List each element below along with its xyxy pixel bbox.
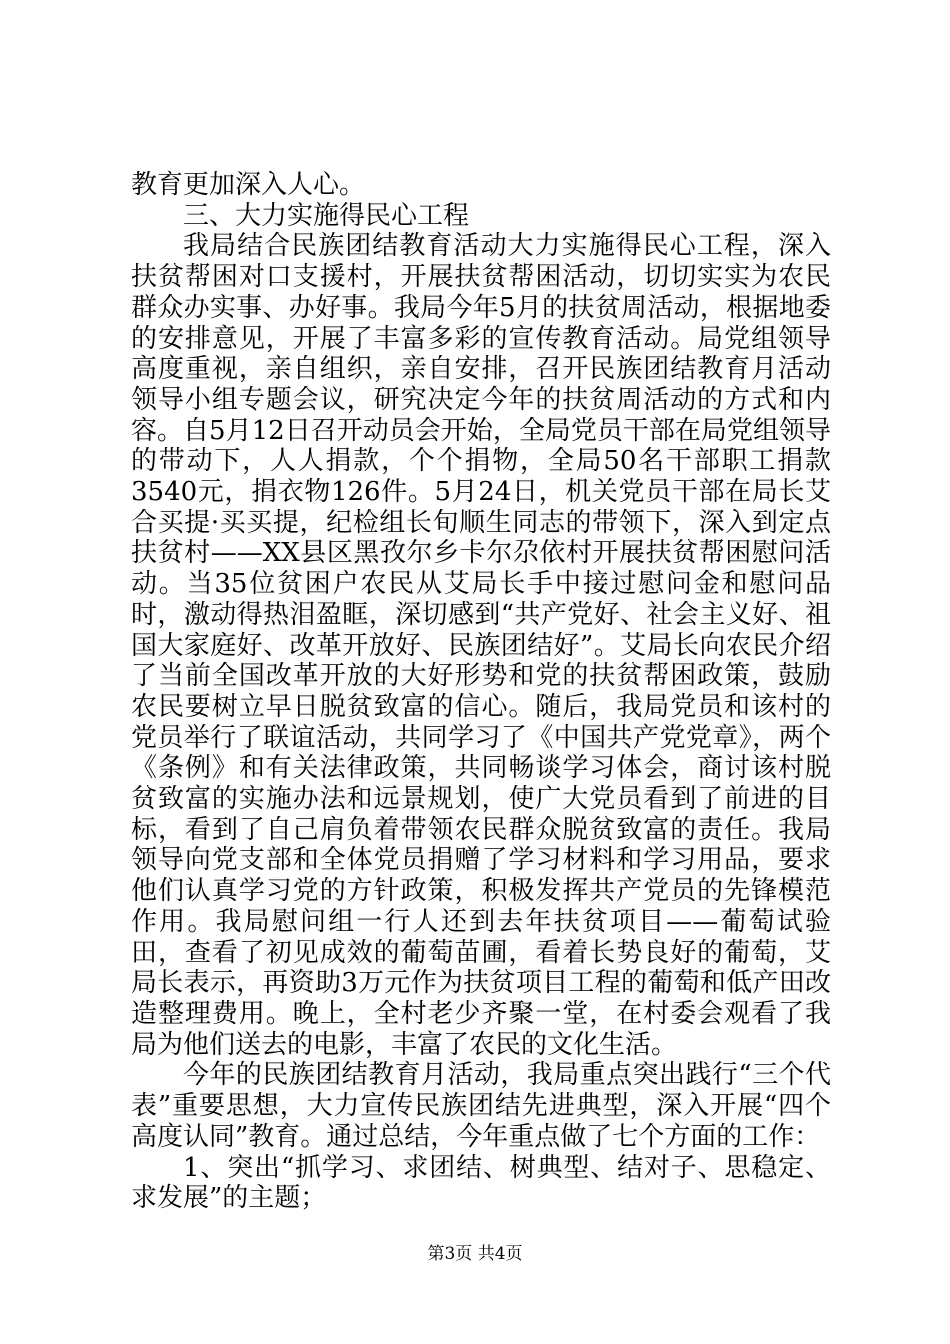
list-item-1: 1、突出“抓学习、求团结、树典型、结对子、思稳定、求发展”的主题； bbox=[131, 1152, 831, 1214]
paragraph-education-month: 今年的民族团结教育月活动，我局重点突出践行“三个代表”重要思想，大力宣传民族团结先进典型，深入开展“四个高度认同”教育。通过总结，今年重点做了七个方面的工作： bbox=[131, 1060, 831, 1152]
document-body bbox=[131, 170, 831, 1214]
page-number-footer: 第3页 共4页 bbox=[427, 1244, 523, 1264]
paragraph-poverty-relief: 我局结合民族团结教育活动大力实施得民心工程，深入扶贫帮困对口支援村，开展扶贫帮困活动，切切实实为农民群众办实事、办好事。我局今年5月的扶贫周活动，根据地委的安排意见，开展了丰富多彩的宣传教育活动。局党组领导高度重视，亲自组织，亲自安排，召开民族团结教育月活动领导小组专题会议，研究决定今年的扶贫周活动的方式和内容。自5月12日召开动员会开始，全局党员干部在局党组领导的带动下，人人捐款，个个捐物，全局50名干部职工捐款3540元，捐衣物126件。5月24日，机关党员干部在局长艾合买提·买买提，纪检组长旬顺生同志的带领下，深入到定点扶贫村——XX县区黑孜尔乡卡尔尕依村开展扶贫帮困慰问活动。当35位贫困户农民从艾局长手中接过慰问金和慰问品时，激动得热泪盈眶，深切感到“共产党好、社会主义好、祖国大家庭好、改革开放好、民族团结好”。艾局长向农民介绍了当前全国改革开放的大好形势和党的扶贫帮困政策，鼓励农民要树立早日脱贫致富的信心。随后，我局党员和该村的党员举行了联谊活动，共同学习了《中国共产党党章》，两个《条例》和有关法律政策，共同畅谈学习体会，商讨该村脱贫致富的实施办法和远景规划，使广大党员看到了前进的目标，看到了自己肩负着带领农民群众脱贫致富的责任。我局领导向党支部和全体党员捐赠了学习材料和学习用品，要求他们认真学习党的方针政策，积极发挥共产党员的先锋模范作用。我局慰问组一行人还到去年扶贫项目——葡萄试验田，查看了初见成效的葡萄苗圃，看着长势良好的葡萄，艾局长表示，再资助3万元作为扶贫项目工程的葡萄和低产田改造整理费用。晚上，全村老少齐聚一堂，在村委会观看了我局为他们送去的电影，丰富了农民的文化生活。 bbox=[131, 231, 831, 1060]
paragraph-continuation: 教育更加深入人心。 bbox=[131, 170, 366, 200]
section-heading: 三、大力实施得民心工程 bbox=[183, 200, 470, 231]
